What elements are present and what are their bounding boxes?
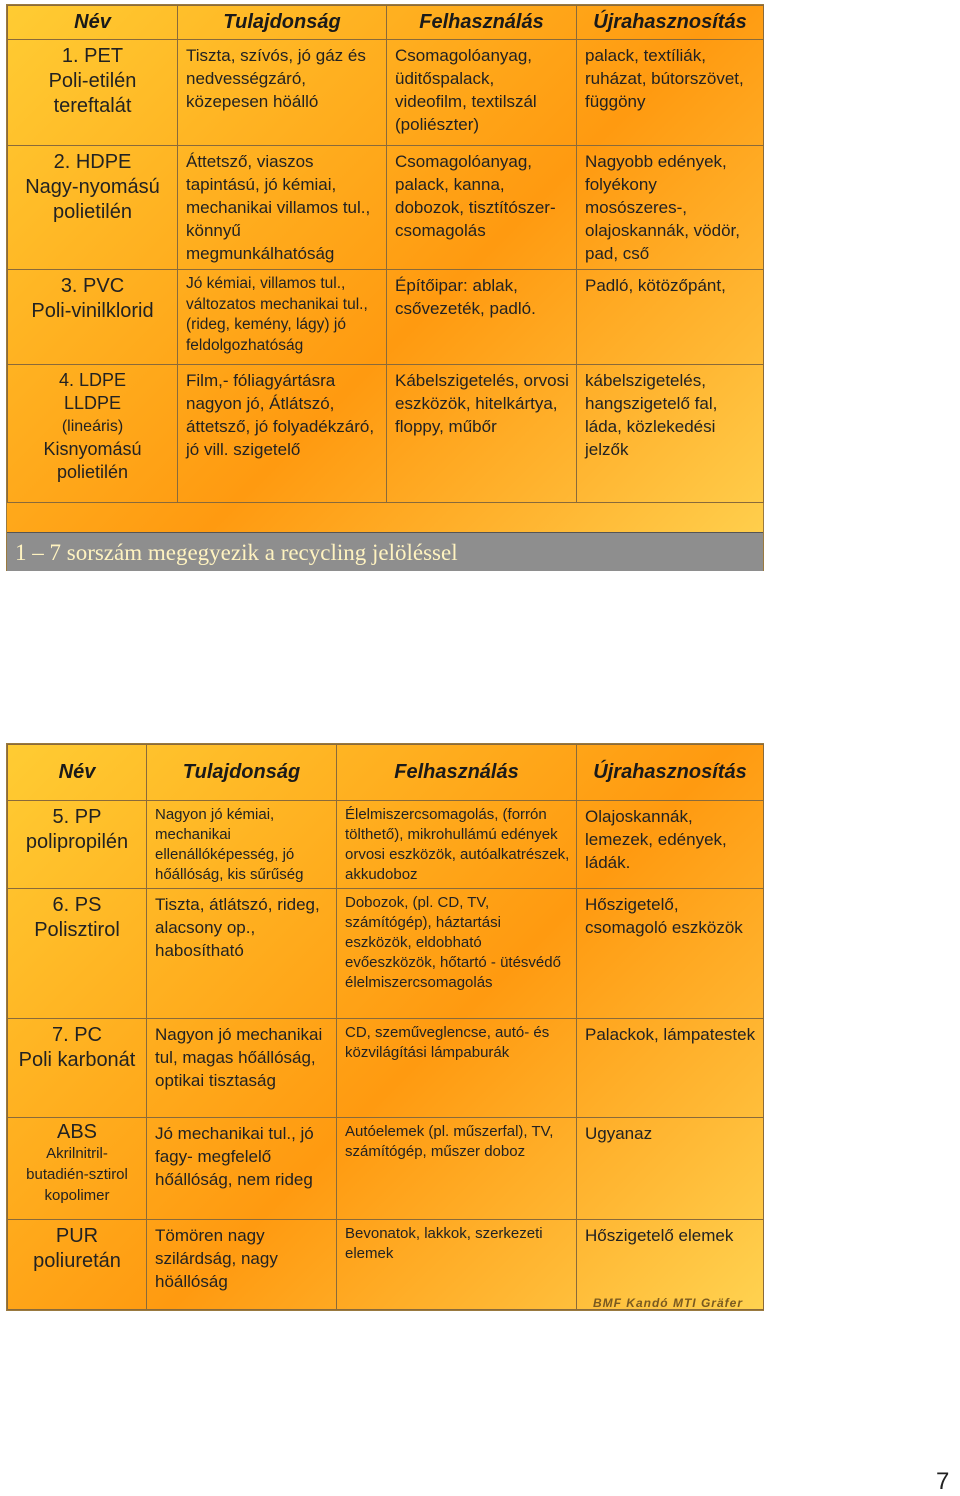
table-row: [8, 365, 764, 503]
row-property: Tömören nagy szilárdság, nagy höállóság: [147, 1220, 337, 1310]
slide-1: [6, 4, 764, 571]
row-name: [8, 1019, 147, 1118]
table-row: [8, 40, 764, 146]
row-recycling: Padló, kötözőpánt,: [577, 270, 764, 365]
table-row: [8, 801, 764, 889]
table-row: [8, 146, 764, 270]
name-line: Poli-etilén: [48, 70, 137, 92]
name-line: polietilén: [56, 462, 129, 482]
slide-2: [6, 743, 764, 1311]
row-recycling: kábelszigetelés, hangszigetelő fal, láda, közlekedési jelzők: [577, 365, 764, 503]
header-name: Név: [8, 745, 147, 801]
row-usage: Csomagolóanyag, üditőspalack, videofilm, textilszál (poliészter): [387, 40, 577, 146]
header-usage: Felhasználás: [337, 745, 577, 801]
row-property: Tiszta, szívós, jó gáz és nedvességzáró, közepesen höálló: [178, 40, 387, 146]
row-usage: Csomagolóanyag, palack, kanna, dobozok, tisztítószer-csomagolás: [387, 146, 577, 270]
row-recycling: Palackok, lámpatestek: [577, 1019, 764, 1118]
name-line: poliuretán: [33, 1250, 121, 1272]
name-line: tereftalát: [53, 95, 132, 117]
row-name: [8, 889, 147, 1019]
header-property: Tulajdonság: [178, 6, 387, 40]
name-line: Kisnyomású: [43, 439, 142, 459]
table-row: [8, 1019, 764, 1118]
name-line: Polisztirol: [34, 919, 120, 941]
row-recycling: Olajoskannák, lemezek, edények, ládák.: [577, 801, 764, 889]
row-name: [8, 40, 178, 146]
header-row: [8, 6, 764, 40]
row-recycling: Hőszigetelő, csomagoló eszközök: [577, 889, 764, 1019]
header-name: Név: [8, 6, 178, 40]
plastics-table-1: [7, 5, 764, 503]
table-row: [8, 889, 764, 1019]
row-property: Áttetsző, viaszos tapintású, jó kémiai, mechanikai villamos tul., könnyű megmunkálhatóság: [178, 146, 387, 270]
row-property: Nagyon jó kémiai, mechanikai ellenállóképesség, jó hőállóság, kis sűrűség: [147, 801, 337, 889]
name-line: butadién-sztirol: [26, 1166, 128, 1183]
row-usage: Dobozok, (pl. CD, TV, számítógép), háztartási eszközök, eldobható evőeszközök, hőtartó - ütésvédő élelmiszercsomagolás: [337, 889, 577, 1019]
row-usage: Építőipar: ablak, csővezeték, padló.: [387, 270, 577, 365]
row-name: [8, 1118, 147, 1220]
header-recycling: Újrahasznosítás: [577, 6, 764, 40]
plastics-table-2: [7, 744, 764, 1310]
name-line: 4. LDPE: [58, 370, 127, 390]
name-line: polipropilén: [25, 831, 129, 853]
row-recycling: Nagyobb edények, folyékony mosószeres-, olajoskannák, vödör, pad, cső: [577, 146, 764, 270]
name-line: 5. PP: [52, 806, 102, 828]
row-usage: Élelmiszercsomagolás, (forrón tölthető), mikrohullámú edények orvosi eszközök, autóalkatrészek, akkudoboz: [337, 801, 577, 889]
name-line: kopolimer: [44, 1187, 110, 1204]
row-name: [8, 1220, 147, 1310]
name-line: Poli karbonát: [18, 1049, 136, 1071]
header-row: [8, 745, 764, 801]
row-property: Film,- fóliagyártásra nagyon jó, Átlátszó, áttetsző, jó folyadékzáró, jó vill. szigetelő: [178, 365, 387, 503]
name-line: 2. HDPE: [53, 151, 132, 173]
name-line: PUR: [55, 1225, 99, 1247]
row-usage: Autóelemek (pl. műszerfal), TV, számítógép, műszer doboz: [337, 1118, 577, 1220]
name-line: (lineáris): [61, 418, 124, 435]
header-property: Tulajdonság: [147, 745, 337, 801]
row-recycling: palack, textíliák, ruházat, bútorszövet, függöny: [577, 40, 764, 146]
row-property: Jó kémiai, villamos tul., változatos mechanikai tul., (rideg, kemény, lágy) jó feldolgozhatóság: [178, 270, 387, 365]
row-recycling: Ugyanaz: [577, 1118, 764, 1220]
name-line: 7. PC: [51, 1024, 103, 1046]
row-usage: CD, szeműveglencse, autó- és közvilágítási lámpaburák: [337, 1019, 577, 1118]
row-recycling: Hőszigetelő elemek: [577, 1220, 764, 1310]
name-line: Poli-vinilklorid: [31, 300, 154, 322]
row-usage: Bevonatok, lakkok, szerkezeti elemek: [337, 1220, 577, 1310]
row-property: Tiszta, átlátszó, rideg, alacsony op., habosítható: [147, 889, 337, 1019]
name-line: 6. PS: [52, 894, 102, 916]
row-name: [8, 365, 178, 503]
table-row: [8, 1118, 764, 1220]
name-line: 1. PET: [61, 45, 124, 67]
row-usage: Kábelszigetelés, orvosi eszközök, hitelkártya, floppy, műbőr: [387, 365, 577, 503]
row-property: Jó mechanikai tul., jó fagy- megfelelő hőállóság, nem rideg: [147, 1118, 337, 1220]
row-name: [8, 270, 178, 365]
name-line: 3. PVC: [60, 275, 125, 297]
row-name: [8, 146, 178, 270]
header-recycling: Újrahasznosítás: [577, 745, 764, 801]
watermark: BMF Kandó MTI Gräfer: [592, 1296, 743, 1310]
footer-note: 1 – 7 sorszám megegyezik a recycling jelöléssel: [7, 532, 763, 571]
header-usage: Felhasználás: [387, 6, 577, 40]
name-line: ABS: [56, 1121, 98, 1143]
name-line: LLDPE: [63, 393, 122, 413]
row-name: [8, 801, 147, 889]
table-row: [8, 270, 764, 365]
name-line: Akrilnitril-: [46, 1145, 108, 1162]
row-property: Nagyon jó mechanikai tul, magas hőállóság, optikai tisztaság: [147, 1019, 337, 1118]
name-line: polietilén: [53, 201, 132, 223]
page-number: 7: [936, 1468, 950, 1495]
name-line: Nagy-nyomású: [25, 176, 160, 198]
